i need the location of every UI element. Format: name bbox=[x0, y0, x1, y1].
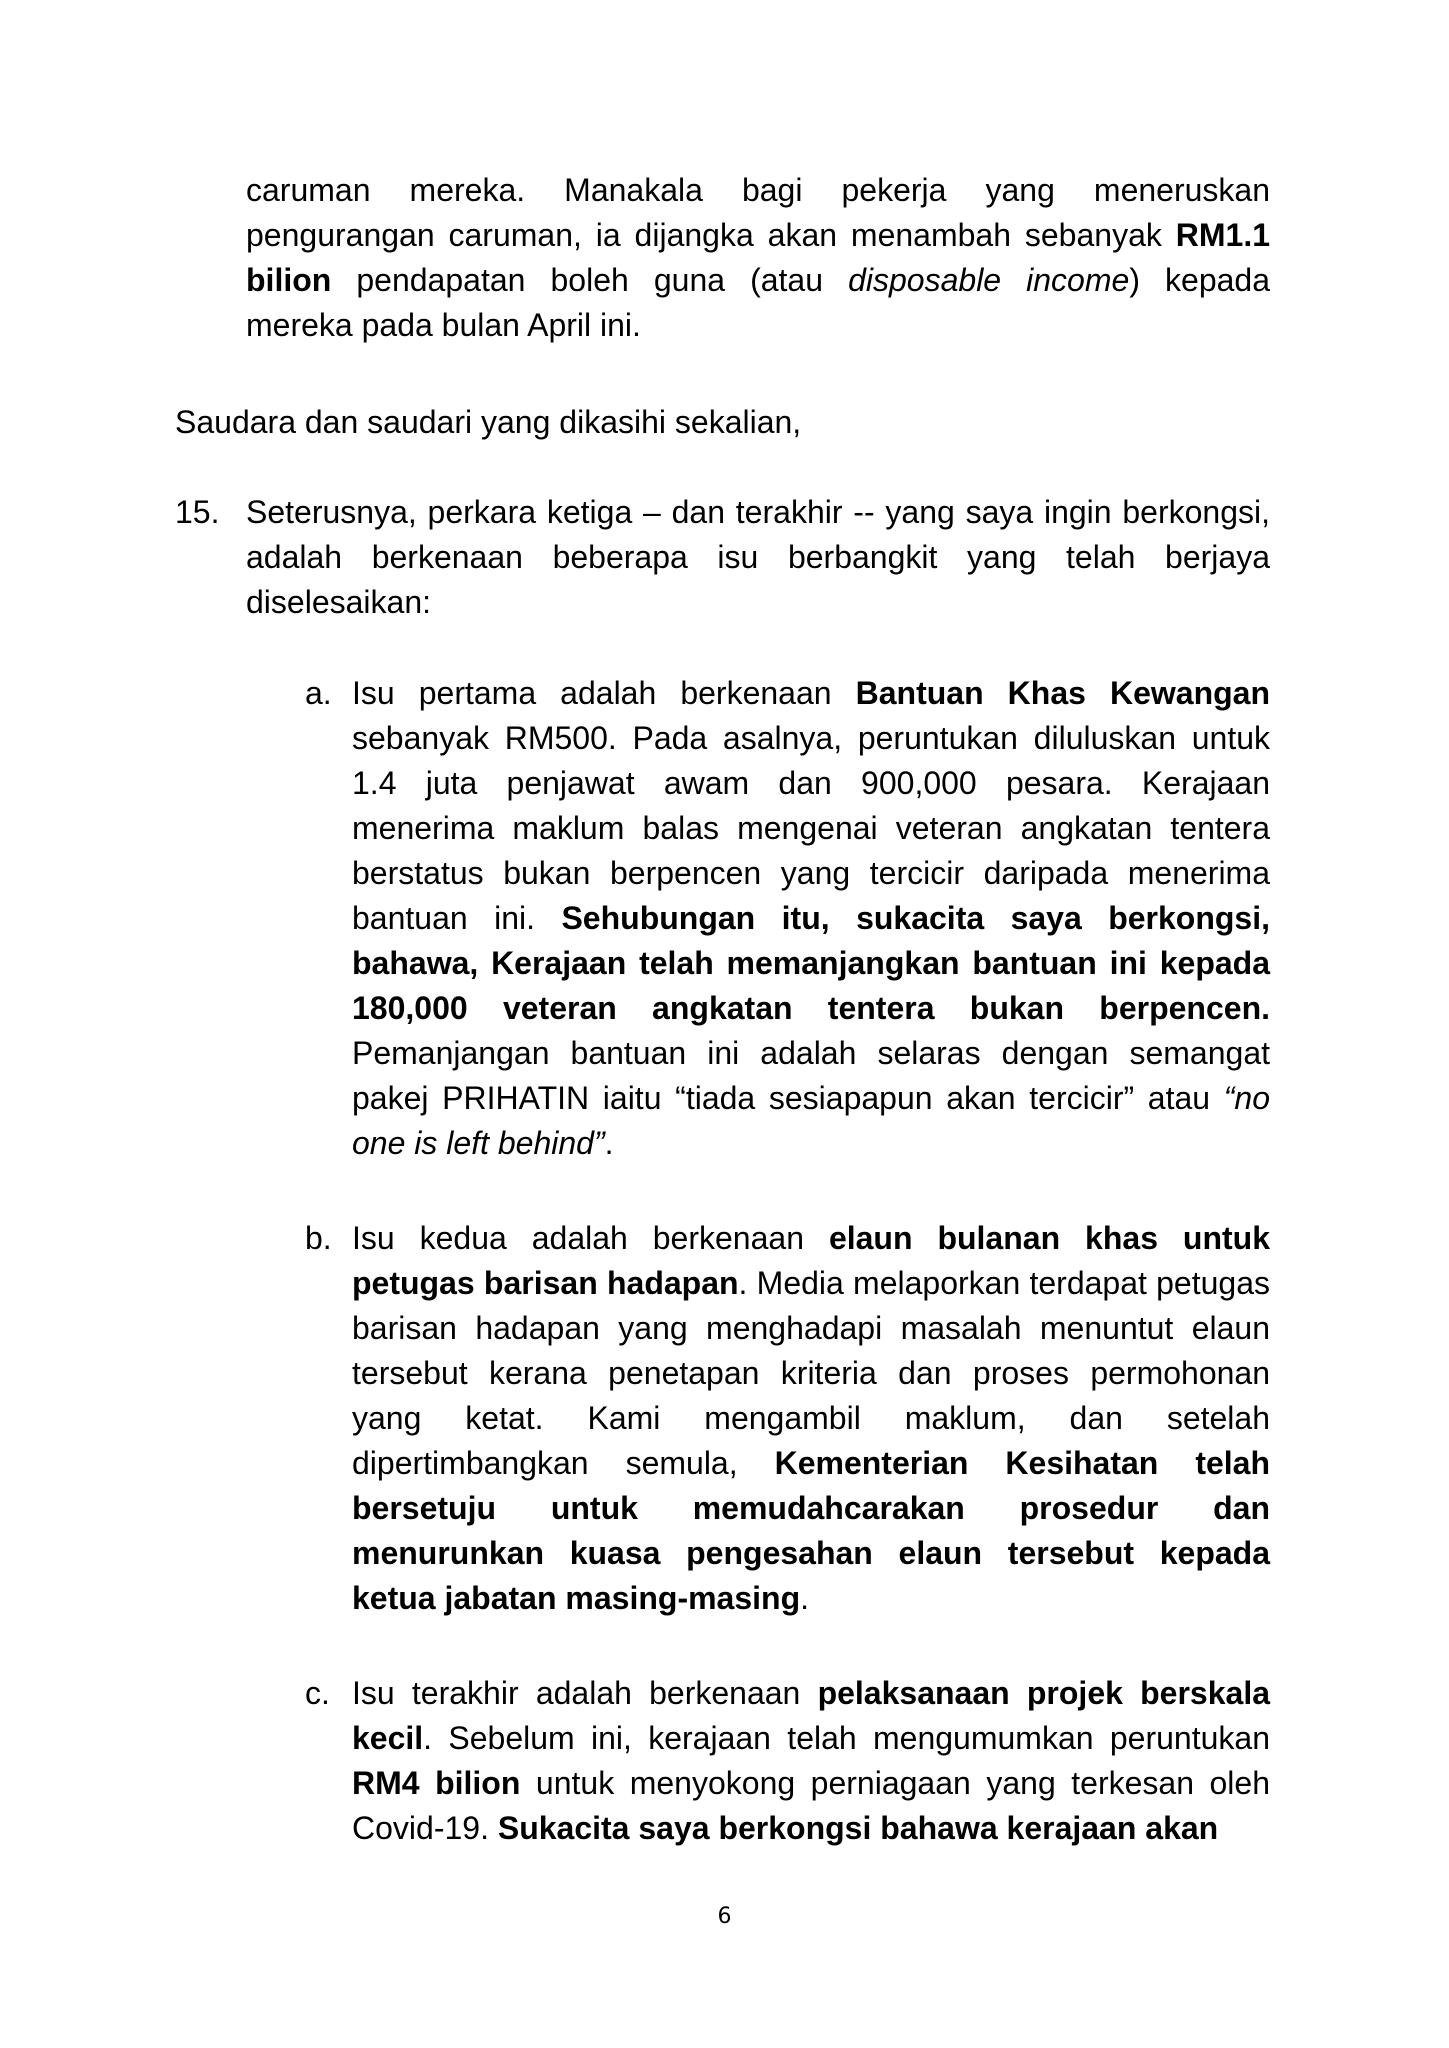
continuation-paragraph bbox=[246, 168, 1270, 348]
item-c-bold-3: Sukacita saya berkongsi bahawa kerajaan akan bbox=[497, 1810, 1219, 1846]
section-15-text: Seterusnya, perkara ketiga – dan terakhir -- yang saya ingin berkongsi, adalah berkenaan beberapa isu berbangkit yang telah berjaya diselesaikan: bbox=[246, 494, 1270, 620]
item-c-text-3: untuk menyokong perniagaan yang terkesan oleh Covid-19. bbox=[352, 1765, 1271, 1846]
item-b-bold-1: elaun bulanan khas untuk petugas barisan hadapan bbox=[352, 1220, 1271, 1301]
list-item-b-label: b. bbox=[305, 1220, 332, 1256]
item-c-text-1: Isu terakhir adalah berkenaan bbox=[352, 1675, 818, 1711]
section-15-number: 15. bbox=[175, 494, 220, 530]
item-c-bold-1: pelaksanaan projek berskala kecil bbox=[352, 1675, 1270, 1756]
item-b-text-1: Isu kedua adalah berkenaan bbox=[352, 1220, 829, 1256]
item-a-italic-1: “no one is left behind” bbox=[352, 1080, 1270, 1161]
list-item-a bbox=[305, 671, 1270, 1166]
salutation: Saudara dan saudari yang dikasihi sekalian, bbox=[175, 404, 802, 440]
item-a-text-3: Pemanjangan bantuan ini adalah selaras dengan semangat pakej PRIHATIN iaitu “tiada sesiapapun akan tercicir” atau bbox=[352, 1035, 1270, 1116]
item-c-text-2: . Sebelum ini, kerajaan telah mengumumkan peruntukan bbox=[423, 1720, 1270, 1756]
item-b-bold-2: Kementerian Kesihatan telah bersetuju untuk memudahcarakan prosedur dan menurunkan kuasa pengesahan elaun tersebut kepada ketua jabatan masing-masing bbox=[352, 1445, 1271, 1616]
list-item-c bbox=[305, 1671, 1270, 1851]
list-item-b bbox=[305, 1216, 1270, 1621]
item-a-bold-1: Bantuan Khas Kewangan bbox=[855, 675, 1271, 711]
item-c-bold-2: RM4 bilion bbox=[352, 1765, 521, 1801]
item-b-text-2: . Media melaporkan terdapat petugas barisan hadapan yang menghadapi masalah menuntut elaun tersebut kerana penetapan kriteria dan proses permohonan yang ketat. Kami mengambil maklum, dan setelah dipertimbangkan semula, bbox=[352, 1265, 1270, 1481]
list-item-b-text bbox=[352, 1216, 1270, 1621]
item-a-text-4: . bbox=[604, 1125, 614, 1161]
continuation-text-3: ) kepada mereka pada bulan April ini. bbox=[246, 262, 1271, 343]
continuation-text-1: caruman mereka. Manakala bagi pekerja yang meneruskan pengurangan caruman, ia dijangka akan menambah sebanyak bbox=[246, 172, 1270, 253]
item-a-bold-2: Sehubungan itu, sukacita saya berkongsi, bahawa, Kerajaan telah memanjangkan bantuan ini kepada 180,000 veteran angkatan tentera bukan berpencen. bbox=[352, 900, 1271, 1026]
list-item-c-text bbox=[352, 1671, 1270, 1851]
continuation-italic-term: disposable income bbox=[848, 262, 1130, 298]
item-a-text-2: sebanyak RM500. Pada asalnya, peruntukan diluluskan untuk 1.4 juta penjawat awam dan 900,000 pesara. Kerajaan menerima maklum balas mengenai veteran angkatan tentera berstatus bukan berpencen yang tercicir daripada menerima bantuan ini. bbox=[352, 720, 1270, 936]
page-number: 6 bbox=[717, 1904, 732, 1929]
continuation-bold-amount: RM1.1 bilion bbox=[246, 217, 1270, 298]
continuation-text-2: pendapatan boleh guna (atau bbox=[331, 262, 849, 298]
list-item-c-label: c. bbox=[305, 1675, 330, 1711]
item-a-text-1: Isu pertama adalah berkenaan bbox=[352, 675, 856, 711]
list-item-a-label: a. bbox=[305, 675, 332, 711]
section-15 bbox=[175, 490, 1270, 625]
item-b-text-3: . bbox=[800, 1580, 810, 1616]
list-item-a-text bbox=[352, 671, 1270, 1166]
